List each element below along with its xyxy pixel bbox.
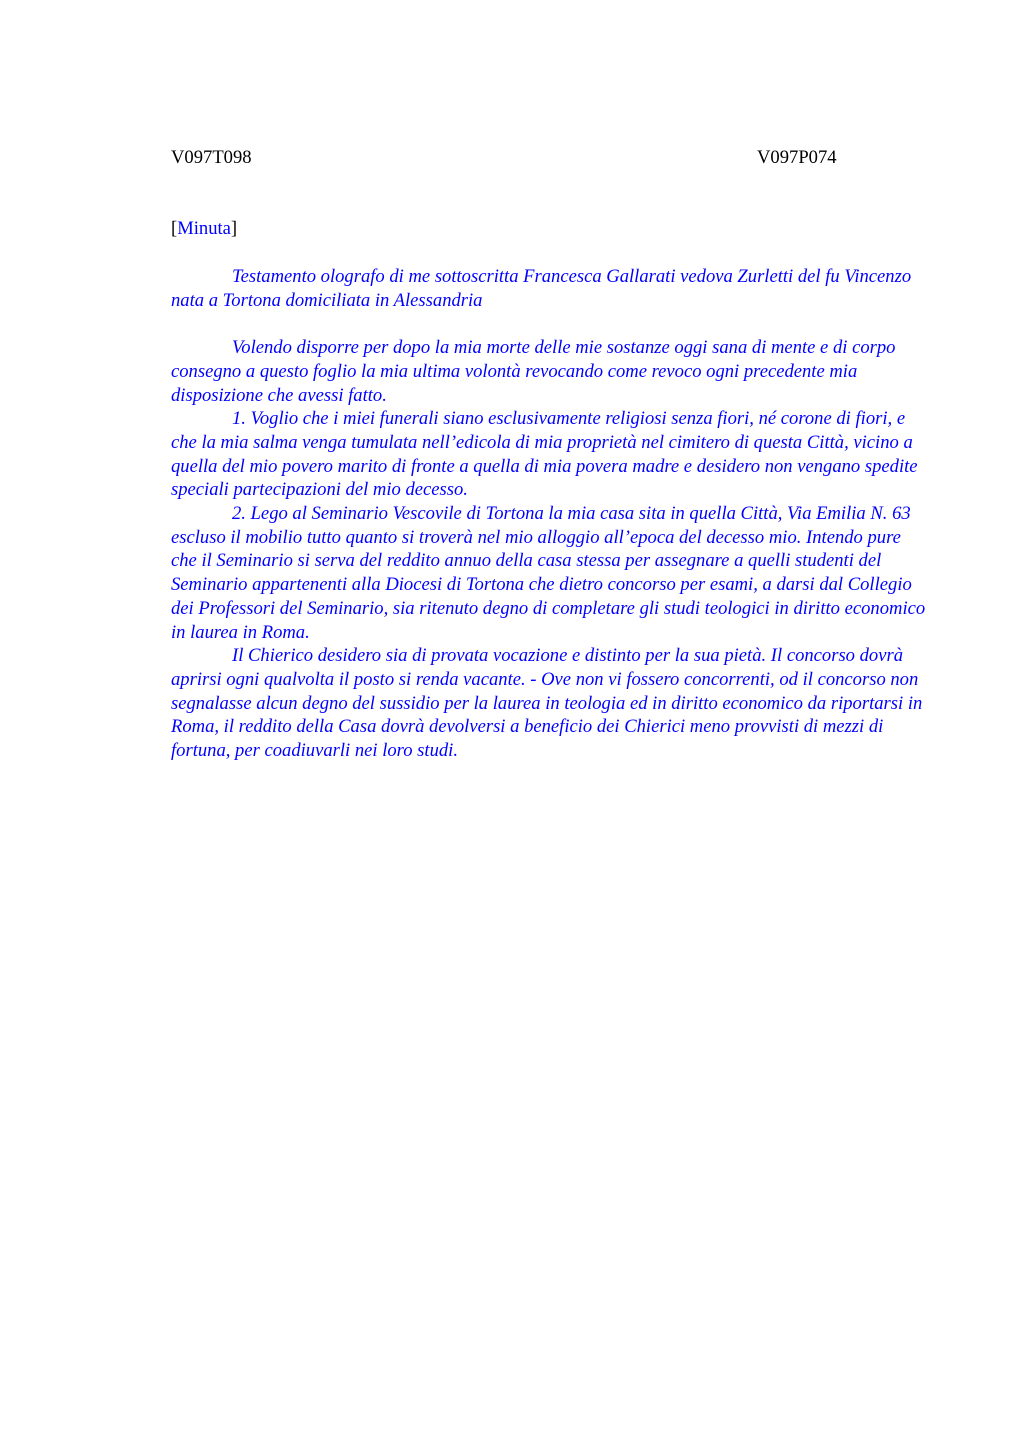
minuta-text: Minuta [177, 218, 231, 239]
close-bracket: ] [230, 218, 238, 239]
clause-1-paragraph: 1. Voglio che i miei funerali siano esclusivamente religiosi senza fiori, né corone di fiori, e che la mia salma venga tumulata nell’edicola di mia proprietà nel cimitero di questa Città, vicino a quella del mio povero marito di fronte a quella di mia povera madre e desidero non vengano spedite speciali partecipazioni del mio decesso. [171, 408, 918, 501]
testament-body [171, 265, 927, 763]
chierico-paragraph: Il Chierico desidero sia di provata vocazione e distinto per la sua pietà. Il concorso dovrà aprirsi ogni qualvolta il posto si renda vacante. - Ove non vi fossero concorrenti, od il concorso non segnalasse alcun degno del sussidio per la laurea in teologia ed in diritto economico da riportarsi in Roma, il reddito della Casa dovrà devolversi a beneficio dei Chierici meno provvisti di mezzi di fortuna, per coadiuvarli nei loro studi. [171, 645, 923, 762]
document-code-left: V097T098 [171, 147, 252, 168]
document-code-right: V097P074 [757, 147, 837, 168]
open-bracket: [ [171, 218, 178, 239]
testament-title-paragraph: Testamento olografo di me sottoscritta Francesca Gallarati vedova Zurletti del fu Vincenzo nata a Tortona domiciliata in Alessandria [171, 266, 912, 311]
minuta-label [171, 217, 237, 241]
clause-2-paragraph: 2. Lego al Seminario Vescovile di Tortona la mia casa sita in quella Città, Via Emilia N. 63 escluso il mobilio tutto quanto si troverà nel mio alloggio all’epoca del decesso mio. Intendo pure che il Seminario si serva del reddito annuo della casa stessa per assegnare a quelli studenti del Seminario appartenenti alla Diocesi di Tortona che dietro concorso per esami, a darsi dal Collegio dei Professori del Seminario, sia ritenuto degno di completare gli studi teologici in diritto economico in laurea in Roma. [171, 503, 926, 643]
intro-paragraph: Volendo disporre per dopo la mia morte delle mie sostanze oggi sana di mente e di corpo consegno a questo foglio la mia ultima volontà revocando come revoco ogni precedente mia disposizione che avessi fatto. [171, 337, 896, 406]
